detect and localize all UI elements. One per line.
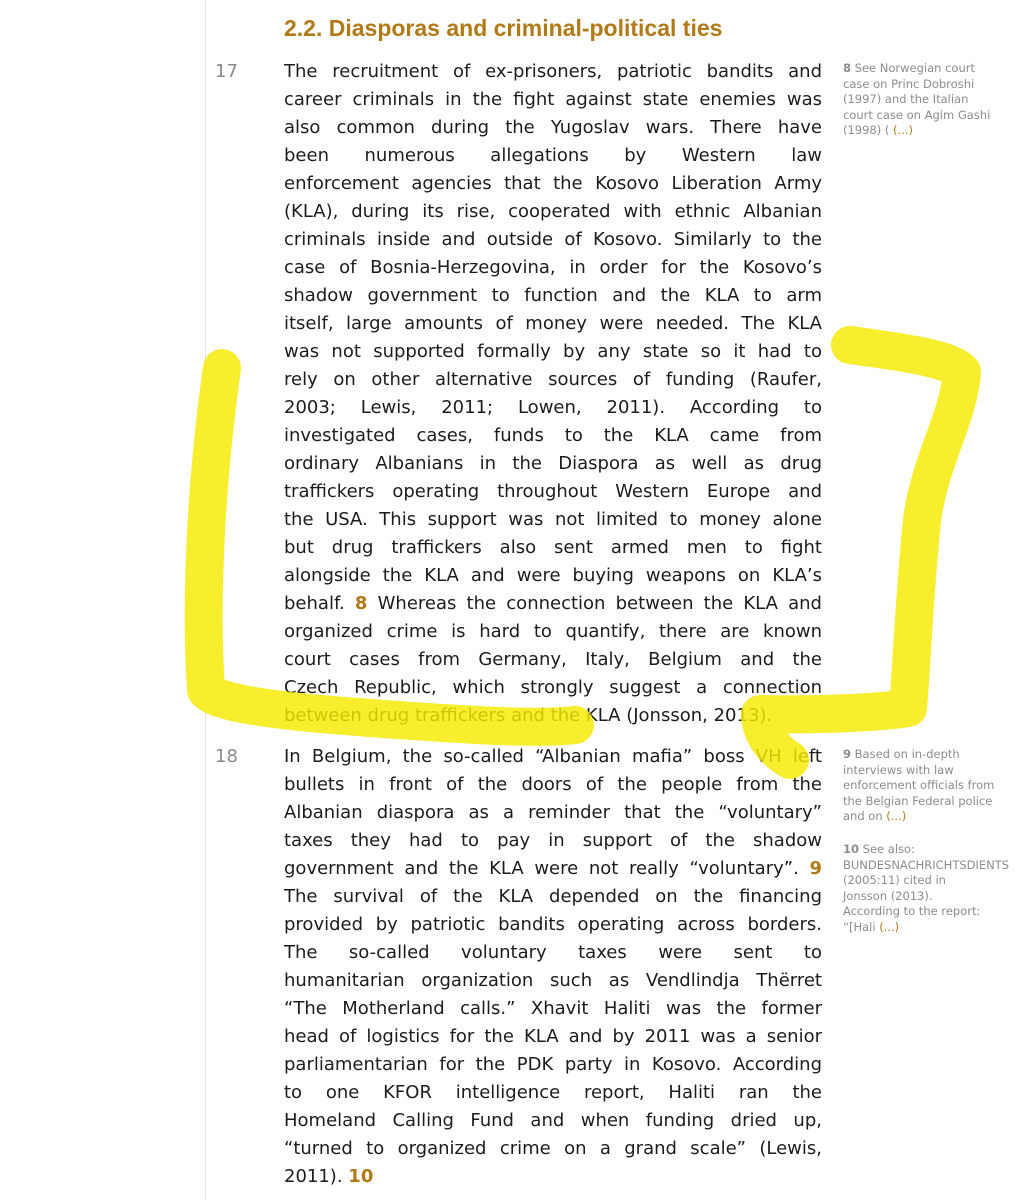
text-fragment: behalf. <box>284 593 345 614</box>
sidenote-text: and on <box>843 809 887 824</box>
text-line: also common during the Yugoslav wars. There have <box>284 117 822 138</box>
text-line: enforcement agencies that the Kosovo Liberation Army <box>284 173 822 194</box>
text-line: taxes they had to pay in support of the shadow <box>284 830 822 851</box>
sidenote-more-link[interactable]: (...) <box>893 123 913 138</box>
text-line: The so-called voluntary taxes were sent to <box>284 942 822 963</box>
text-fragment: government and the KLA were not really “voluntary”. <box>284 858 799 879</box>
sidenote-text: Jonsson (2013). <box>843 888 933 903</box>
sidenote-text: (2005:11) cited in <box>843 873 946 888</box>
text-line: Homeland Calling Fund and when funding dried up, <box>284 1110 822 1131</box>
sidenote-number: 9 <box>843 747 852 761</box>
text-line: court cases from Germany, Italy, Belgium and the <box>284 649 822 670</box>
sidenote-text: (1997) and the Italian <box>843 92 969 107</box>
text-line: head of logistics for the KLA and by 2011 was a senior <box>284 1026 822 1047</box>
text-line: rely on other alternative sources of funding (Raufer, <box>284 369 822 390</box>
sidenote-text: “[Hali <box>843 919 880 934</box>
paragraph-number-18: 18 <box>215 746 238 767</box>
sidenote-number: 8 <box>843 61 852 75</box>
text-line-with-ref <box>284 1163 822 1191</box>
text-fragment: Whereas the connection between the KLA and <box>377 593 822 614</box>
sidenote-text: enforcement officials from <box>843 778 995 793</box>
text-line: In Belgium, the so-called “Albanian mafia” boss VH left <box>284 746 822 767</box>
sidenote-more-link[interactable]: (...) <box>879 919 900 934</box>
text-line: ordinary Albanians in the Diaspora as well as drug <box>284 453 822 474</box>
text-line: “The Motherland calls.” Xhavit Haliti was the former <box>284 998 822 1019</box>
text-line: (KLA), during its rise, cooperated with ethnic Albanian <box>284 201 822 222</box>
text-line: investigated cases, funds to the KLA came from <box>284 425 822 446</box>
text-line: parliamentarian for the PDK party in Kosovo. According <box>284 1054 822 1075</box>
text-line: criminals inside and outside of Kosovo. Similarly to the <box>284 229 822 250</box>
text-line: alongside the KLA and were buying weapons on KLA’s <box>284 565 822 586</box>
text-line: “turned to organized crime on a grand scale” (Lewis, <box>284 1138 822 1159</box>
text-line: the USA. This support was not limited to money alone <box>284 509 822 530</box>
sidenote-text: interviews with law <box>843 762 954 777</box>
paragraph-number-17: 17 <box>215 61 238 82</box>
sidenote-more-link[interactable]: (...) <box>886 809 907 824</box>
text-line: been numerous allegations by Western law <box>284 145 822 166</box>
footnote-ref-8[interactable]: 8 <box>354 593 368 614</box>
text-line: humanitarian organization such as Vendlindja Thërret <box>284 970 822 991</box>
sidenote-text: (1998) ( <box>843 123 894 138</box>
text-line: provided by patriotic bandits operating across borders. <box>284 914 822 935</box>
footnote-ref-10[interactable]: 10 <box>348 1166 374 1187</box>
text-line: to one KFOR intelligence report, Haliti ran the <box>284 1082 822 1103</box>
text-line: itself, large amounts of money were needed. The KLA <box>284 313 822 334</box>
text-line: shadow government to function and the KLA to arm <box>284 285 822 306</box>
text-line: Czech Republic, which strongly suggest a connection <box>284 677 822 698</box>
text-line: but drug traffickers also sent armed men to fight <box>284 537 822 558</box>
text-line: The survival of the KLA depended on the financing <box>284 886 822 907</box>
sidenote-10 <box>843 842 1013 936</box>
text-line-with-ref <box>284 590 822 618</box>
text-line: organized crime is hard to quantify, there are known <box>284 621 822 642</box>
paragraph-17 <box>284 58 822 730</box>
sidenote-9 <box>843 747 1013 825</box>
text-line-with-ref <box>284 855 822 883</box>
sidenote-text: See Norwegian court <box>854 61 975 75</box>
text-line: traffickers operating throughout Western Europe and <box>284 481 822 502</box>
footnote-ref-9[interactable]: 9 <box>809 858 822 879</box>
text-line: career criminals in the fight against state enemies was <box>284 89 822 110</box>
margin-rule <box>205 0 206 1200</box>
sidenote-text: According to the report: <box>843 904 981 919</box>
sidenote-8 <box>843 61 1013 139</box>
sidenote-text: See also: <box>862 842 915 856</box>
text-line: between drug traffickers and the KLA (Jonsson, 2013). <box>284 705 773 726</box>
text-line: 2003; Lewis, 2011; Lowen, 2011). According to <box>284 397 822 418</box>
sidenote-text: court case on Agim Gashi <box>843 107 991 122</box>
text-line: was not supported formally by any state so it had to <box>284 341 822 362</box>
text-line: bullets in front of the doors of the people from the <box>284 774 822 795</box>
text-line: case of Bosnia-Herzegovina, in order for the Kosovo’s <box>284 257 822 278</box>
section-heading: 2.2. Diasporas and criminal-political ties <box>284 15 723 41</box>
sidenote-text: the Belgian Federal police <box>843 793 993 808</box>
sidenote-text: case on Princ Dobroshi <box>843 76 975 91</box>
sidenote-text: Based on in-depth <box>854 747 960 761</box>
text-line: Albanian diaspora as a reminder that the “voluntary” <box>284 802 822 823</box>
text-line: The recruitment of ex-prisoners, patriotic bandits and <box>284 61 822 82</box>
text-fragment: 2011). <box>284 1166 343 1187</box>
paragraph-18 <box>284 743 822 1191</box>
sidenote-number: 10 <box>843 842 860 856</box>
sidenote-text: BUNDESNACHRICHTSDIENTS <box>843 857 1010 872</box>
